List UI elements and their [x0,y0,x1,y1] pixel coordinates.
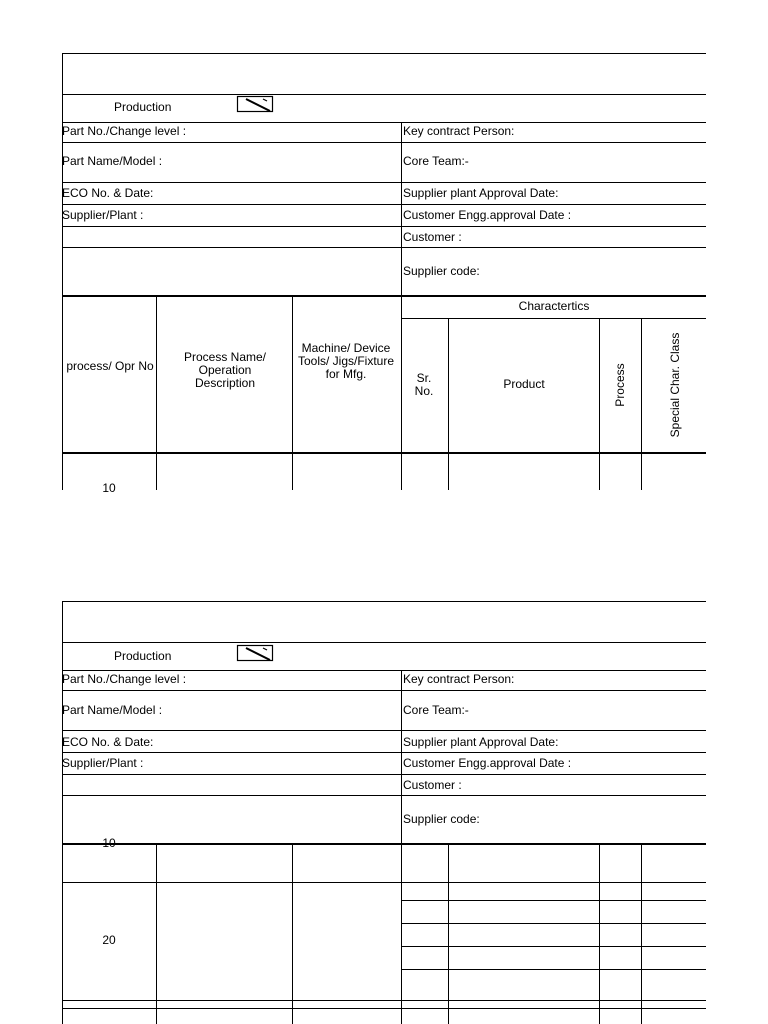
characteristics-header: Charactertics [518,299,590,313]
row-divider [401,318,706,319]
part-no-label: Part No./Change level : [62,124,187,138]
section-divider [62,295,706,297]
operation-number-clip [62,836,156,852]
supplier-code-label: Supplier code: [403,264,480,278]
column-divider [641,318,642,490]
supplier-approval-label: Supplier plant Approval Date: [403,186,559,200]
production-label: Production [114,649,172,663]
column-divider [292,296,293,490]
key-contact-label: Key contract Person: [403,672,515,686]
key-contact-label: Key contract Person: [403,124,515,138]
operation-number: 10 [102,836,116,850]
row-divider [62,1000,706,1001]
column-divider [401,844,402,1024]
left-border [62,53,63,490]
production-label: Production [114,100,172,114]
column-divider [641,844,642,1024]
form-page-1 [62,53,706,495]
supplier-code-label: Supplier code: [403,812,480,826]
machine-header: Machine/ Device Tools/ Jigs/Fixture for Mfg. [297,341,395,381]
row-divider [62,752,706,753]
row-divider [62,247,706,248]
row-divider [62,226,706,227]
row-divider [62,690,706,691]
customer-engg-label: Customer Engg.approval Date : [403,756,572,770]
header-bottom-border [62,452,706,454]
row-divider [62,94,706,95]
column-divider [292,844,293,1024]
eco-label: ECO No. & Date: [62,735,154,749]
row-divider [62,142,706,143]
column-divider [448,318,449,490]
process-header: Process [613,363,627,407]
row-divider [62,182,706,183]
supplier-approval-label: Supplier plant Approval Date: [403,735,559,749]
eco-label: ECO No. & Date: [62,186,154,200]
supplier-plant-label: Supplier/Plant : [62,208,144,222]
customer-label: Customer : [403,230,462,244]
checkbox-slash-icon[interactable] [237,96,273,112]
row-divider [401,900,706,901]
row-divider [401,946,706,947]
row-divider [62,122,706,123]
process-no-header: process/ Opr No [66,359,154,373]
customer-engg-label: Customer Engg.approval Date : [403,208,572,222]
row-divider [62,774,706,775]
section-divider [62,843,706,845]
core-team-label: Core Team:- [403,154,469,168]
form-page-2 [62,601,706,1024]
core-team-label: Core Team:- [403,703,469,717]
supplier-plant-label: Supplier/Plant : [62,756,144,770]
top-border [62,601,706,602]
product-header: Product [503,377,545,391]
row-divider [62,795,706,796]
row-divider [401,923,706,924]
top-border [62,53,706,54]
column-divider [156,296,157,490]
row-divider [62,882,706,883]
customer-label: Customer : [403,778,462,792]
operation-number: 10 [102,481,116,495]
column-divider [599,318,600,490]
column-divider [156,844,157,1024]
row-divider [62,642,706,643]
row-divider [62,204,706,205]
column-divider [448,844,449,1024]
row-divider [62,730,706,731]
row-divider [401,969,706,970]
checkbox-slash-icon[interactable] [237,645,273,661]
row-divider [62,1008,706,1009]
special-char-header: Special Char. Class [668,332,682,438]
row-divider [62,670,706,671]
part-name-label: Part Name/Model : [62,703,163,717]
part-no-label: Part No./Change level : [62,672,187,686]
part-name-label: Part Name/Model : [62,154,163,168]
operation-number: 20 [102,933,116,947]
left-border [62,601,63,1024]
column-divider [599,844,600,1024]
process-name-header: Process Name/ Operation Description [183,350,267,390]
column-divider [401,670,402,844]
sr-no-header: Sr. No. [414,371,434,398]
